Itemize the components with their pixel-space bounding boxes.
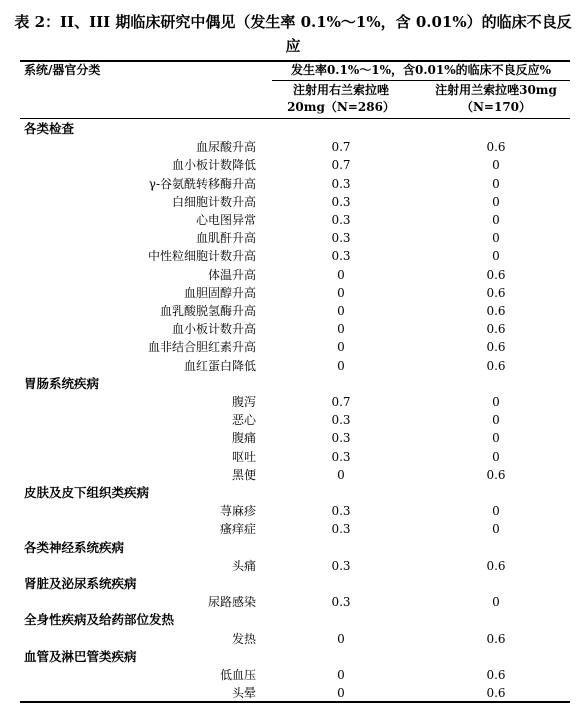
incidence-lansoprazole: 0.6 [486,467,506,482]
incidence-dexlansoprazole: 0.7 [331,158,351,173]
incidence-lansoprazole: 0.6 [486,686,506,701]
incidence-dexlansoprazole: 0.3 [331,231,351,246]
incidence-dexlansoprazole: 0.3 [331,504,351,519]
incidence-lansoprazole: 0 [492,176,500,191]
category-heading: 各类检查 [24,121,75,136]
incidence-dexlansoprazole: 0.3 [331,176,351,191]
category-heading: 胃肠系统疾病 [24,375,100,391]
incidence-dexlansoprazole: 0.3 [331,522,351,537]
incidence-dexlansoprazole: 0 [337,304,345,318]
reaction-name: 头晕 [231,686,256,701]
reaction-name: 发热 [231,631,256,646]
incidence-lansoprazole: 0.6 [486,631,506,646]
incidence-lansoprazole: 0.6 [486,140,506,155]
incidence-dexlansoprazole: 0.7 [331,395,351,409]
reaction-name: 荨麻疹 [219,504,256,519]
reaction-name: 瘙痒症 [219,522,256,537]
header-col1-line2: 20mg（N=286） [287,100,395,114]
header-col2-line1: 注射用兰索拉唑30mg [435,83,557,97]
incidence-dexlansoprazole: 0.3 [331,194,351,209]
table-bottom-rule [20,701,570,703]
header-col2-line2: （N=170） [460,100,532,114]
incidence-dexlansoprazole: 0 [337,267,345,282]
reaction-name: 腹泻 [231,395,256,409]
incidence-lansoprazole: 0 [492,413,500,428]
reaction-name: 血小板计数升高 [171,322,256,337]
incidence-dexlansoprazole: 0 [337,631,345,646]
header-group-rule [272,80,570,81]
table-title: 表 2：II、III 期临床研究中偶见（发生率 0.1%～1%，含 0.01%）的临床不良反应 [14,13,572,55]
reaction-name: 血尿酸升高 [195,140,256,155]
incidence-lansoprazole: 0 [492,213,500,227]
incidence-lansoprazole: 0 [492,249,500,264]
reaction-name: 呕吐 [231,449,256,464]
reaction-name: 黑便 [231,467,256,482]
reaction-name: 尿路感染 [207,595,256,610]
incidence-dexlansoprazole: 0 [337,686,345,701]
incidence-dexlansoprazole: 0 [337,340,345,355]
incidence-lansoprazole: 0 [492,431,500,446]
incidence-lansoprazole: 0 [492,595,500,610]
incidence-dexlansoprazole: 0.3 [331,413,351,428]
incidence-dexlansoprazole: 0.3 [331,595,351,610]
incidence-lansoprazole: 0 [492,522,500,537]
header-col1-line1: 注射用右兰索拉唑 [292,83,389,97]
incidence-lansoprazole: 0 [492,231,500,246]
reaction-name: 中性粒细胞计数升高 [147,249,256,264]
incidence-lansoprazole: 0 [492,194,500,209]
reaction-name: 血红蛋白降低 [183,358,256,373]
incidence-dexlansoprazole: 0 [337,668,345,682]
reaction-name: 血肌酐升高 [195,231,256,246]
incidence-dexlansoprazole: 0 [337,285,345,300]
incidence-dexlansoprazole: 0.3 [331,449,351,464]
incidence-lansoprazole: 0.6 [486,322,506,337]
reaction-name: 心电图异常 [195,213,256,227]
incidence-dexlansoprazole: 0.3 [331,213,351,227]
incidence-dexlansoprazole: 0 [337,467,345,482]
incidence-lansoprazole: 0.6 [486,668,506,682]
category-heading: 各类神经系统疾病 [24,539,125,555]
reaction-name: 血胆固醇升高 [183,285,256,300]
reaction-name: 白细胞计数升高 [171,194,256,209]
reaction-name: 恶心 [231,413,256,428]
incidence-lansoprazole: 0 [492,504,500,519]
category-heading: 肾脏及泌尿系统疾病 [24,576,137,591]
incidence-dexlansoprazole: 0 [337,358,345,373]
incidence-dexlansoprazole: 0.3 [331,249,351,264]
reaction-name: 血小板计数降低 [171,158,256,173]
incidence-lansoprazole: 0.6 [486,358,506,373]
incidence-lansoprazole: 0.6 [486,267,506,282]
incidence-dexlansoprazole: 0.3 [331,431,351,446]
reaction-name: 头痛 [231,558,256,573]
category-heading: 皮肤及皮下组织类疾病 [24,485,150,500]
incidence-dexlansoprazole: 0.3 [331,558,351,573]
category-heading: 全身性疾病及给药部位发热 [24,612,175,628]
incidence-lansoprazole: 0.6 [486,340,506,355]
reaction-name: 体温升高 [207,267,256,282]
reaction-name: 血乳酸脱氢酶升高 [159,304,256,318]
header-group-incidence: 发生率0.1%～1%，含0.01%的临床不良反应% [290,63,552,77]
incidence-lansoprazole: 0.6 [486,558,506,573]
reaction-name: γ-谷氨酰转移酶升高 [148,176,256,191]
header-bottom-rule [20,118,570,119]
header-system-organ-class: 系统/器官分类 [24,63,101,77]
incidence-lansoprazole: 0 [492,395,500,409]
incidence-dexlansoprazole: 0.7 [331,140,351,155]
incidence-dexlansoprazole: 0 [337,322,345,337]
reaction-name: 低血压 [219,668,256,682]
incidence-lansoprazole: 0.6 [486,285,506,300]
category-heading: 血管及淋巴管类疾病 [24,648,137,664]
reaction-name: 血非结合胆红素升高 [147,340,256,355]
incidence-lansoprazole: 0 [492,449,500,464]
reaction-name: 腹痛 [231,431,256,446]
incidence-lansoprazole: 0 [492,158,500,173]
incidence-lansoprazole: 0.6 [486,304,506,318]
